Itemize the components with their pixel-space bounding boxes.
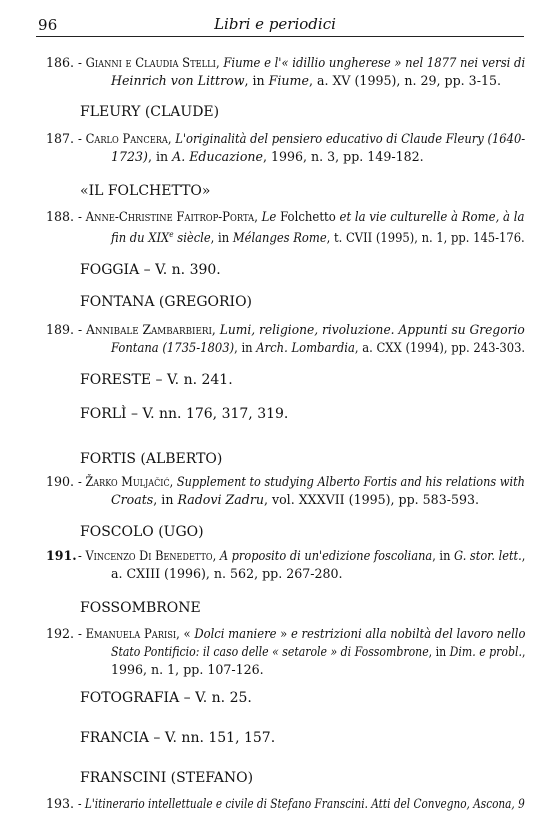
section-heading: FONTANA (GREGORIO) (80, 294, 253, 310)
italic-text: Fiume (268, 73, 309, 88)
author-name: Vincenzo Di Benedetto (85, 548, 213, 563)
entry-continuation-line (111, 226, 525, 247)
text-run: - (78, 55, 86, 70)
text-run: - (78, 131, 86, 146)
section-heading: FOSCOLO (UGO) (80, 524, 204, 540)
entry-number: 192. (46, 626, 75, 641)
italic-text: A proposito di un'edizione foscoliana (219, 548, 433, 563)
italic-text: Radovi Zadru (177, 492, 264, 507)
text-run: , a. XV (1995), n. 29, pp. 3-15. (308, 73, 501, 88)
entry-continuation-line (111, 643, 525, 661)
section-heading: FORTIS (ALBERTO) (80, 451, 223, 467)
entry-first-line (78, 473, 525, 491)
entry-number: 189. (46, 322, 75, 337)
entry-first-line (78, 547, 525, 565)
text-run: , (521, 548, 526, 563)
text-run: , in (428, 644, 450, 659)
section-heading: «IL FOLCHETTO» (80, 183, 211, 199)
entry-number: 186. (46, 55, 75, 70)
author-name: Emanuela Parisi (85, 626, 177, 641)
author-name: Žarko Muljačić (85, 474, 170, 489)
text-run: , vol. XXXVII (1995), pp. 583-593. (263, 492, 479, 507)
text-run: , (211, 322, 220, 337)
italic-text: Heinrich von Littrow (111, 73, 245, 88)
text-run: - (78, 474, 86, 489)
text-run: - (78, 209, 86, 224)
italic-text: siècle (173, 230, 211, 246)
section-heading: FOSSOMBRONE (80, 600, 201, 616)
text-run: » (276, 626, 291, 641)
section-heading: FOTOGRAFIA – V. n. 25. (80, 690, 252, 706)
page-number: 96 (38, 16, 58, 34)
section-heading: FORESTE – V. n. 241. (80, 372, 233, 388)
entry-first-line (78, 54, 525, 72)
italic-text: et la vie culturelle à Rome, à la (339, 209, 525, 224)
section-heading: FRANCIA – V. nn. 151, 157. (80, 730, 276, 746)
section-heading: FOGGIA – V. n. 390. (80, 262, 221, 278)
entry-continuation-line (111, 565, 343, 583)
italic-text: G. stor. lett. (454, 548, 522, 563)
italic-text: 1723) (111, 149, 148, 164)
text-run: , (215, 55, 224, 70)
italic-text: Mélanges Rome (232, 230, 327, 246)
text-run: , (212, 548, 220, 563)
text-run: , « (176, 626, 195, 641)
entry-continuation-line (111, 148, 424, 166)
entry-continuation-line (111, 491, 479, 509)
entry-first-line (78, 130, 525, 148)
text-run: - (78, 548, 86, 563)
text-run: Folchetto (276, 209, 340, 224)
entry-continuation-line (111, 72, 501, 90)
italic-text: Fontana (1735-1803) (111, 340, 235, 355)
author-name: Gianni e Claudia Stelli (85, 55, 216, 70)
text-run: - (78, 796, 85, 811)
italic-text: Croats (111, 492, 154, 507)
italic-text: Dim. e probl. (449, 644, 522, 659)
text-run: - (78, 322, 87, 337)
italic-text: e (169, 230, 174, 239)
header-rule (36, 36, 524, 37)
italic-text: e restrizioni alla nobiltà del lavoro nello (290, 626, 526, 641)
text-run: , in (432, 548, 455, 563)
italic-text: Supplement to studying Alberto Fortis and his relations with (176, 474, 525, 489)
text-run: , (254, 209, 262, 224)
italic-text: Fiume e l'« idillio ungherese » nel 1877 nei versi di (223, 55, 526, 70)
text-run: , in (153, 492, 178, 507)
text-run: , (169, 474, 177, 489)
italic-text: Dolci maniere (194, 626, 277, 641)
text-run: , in (234, 340, 257, 355)
author-name: Annibale Zambarbieri (86, 322, 212, 337)
text-run: , t. CVII (1995), n. 1, pp. 145-176. (326, 230, 525, 246)
italic-text: Lumi, religione, rivoluzione. Appunti su Gregorio (219, 322, 525, 337)
entry-first-line (78, 795, 525, 813)
entry-first-line (78, 208, 524, 226)
italic-text: L'originalità del pensiero educativo di Claude Fleury (1640- (175, 131, 526, 146)
entry-number: 193. (46, 796, 75, 811)
text-run: a. CXIII (1996), n. 562, pp. 267-280. (111, 566, 343, 581)
text-run: , in (244, 73, 269, 88)
italic-text: A. Educazione (172, 149, 263, 164)
text-run: - (78, 626, 86, 641)
italic-text: Arch. Lombardia (256, 340, 355, 355)
running-head: Libri e periodici (214, 15, 336, 33)
italic-text: Stato Pontificio: il caso delle « setarole » di Fossombrone (111, 644, 429, 659)
italic-text: fin du XIX (111, 230, 170, 246)
italic-text: L'itinerario intellettuale e civile di Stefano Franscini. Atti del Convegno, Ascona, 9 (84, 796, 525, 811)
author-name: Carlo Pancera (85, 131, 168, 146)
entry-number: 187. (46, 131, 75, 146)
section-heading: FLEURY (CLAUDE) (80, 104, 220, 120)
entry-first-line (78, 321, 525, 339)
author-name: Anne-Christine Faitrop-Porta (85, 209, 255, 224)
text-run: , a. CXX (1994), pp. 243-303. (354, 340, 526, 355)
text-run: 1996, n. 1, pp. 107-126. (111, 662, 264, 677)
section-heading: FRANSCINI (STEFANO) (80, 770, 254, 786)
text-run: , (521, 644, 526, 659)
text-run: , in (147, 149, 173, 164)
entry-number: 191. (46, 548, 77, 563)
entry-number: 190. (46, 474, 75, 489)
text-run: , (167, 131, 176, 146)
entry-first-line (78, 625, 525, 643)
entry-continuation-line (111, 339, 525, 357)
italic-text: Le (261, 209, 277, 224)
text-run: , in (210, 230, 233, 246)
section-heading: FORLÌ – V. nn. 176, 317, 319. (80, 406, 289, 422)
entry-number: 188. (46, 209, 75, 224)
text-run: , 1996, n. 3, pp. 149-182. (262, 149, 424, 164)
entry-continuation-line (111, 661, 264, 679)
